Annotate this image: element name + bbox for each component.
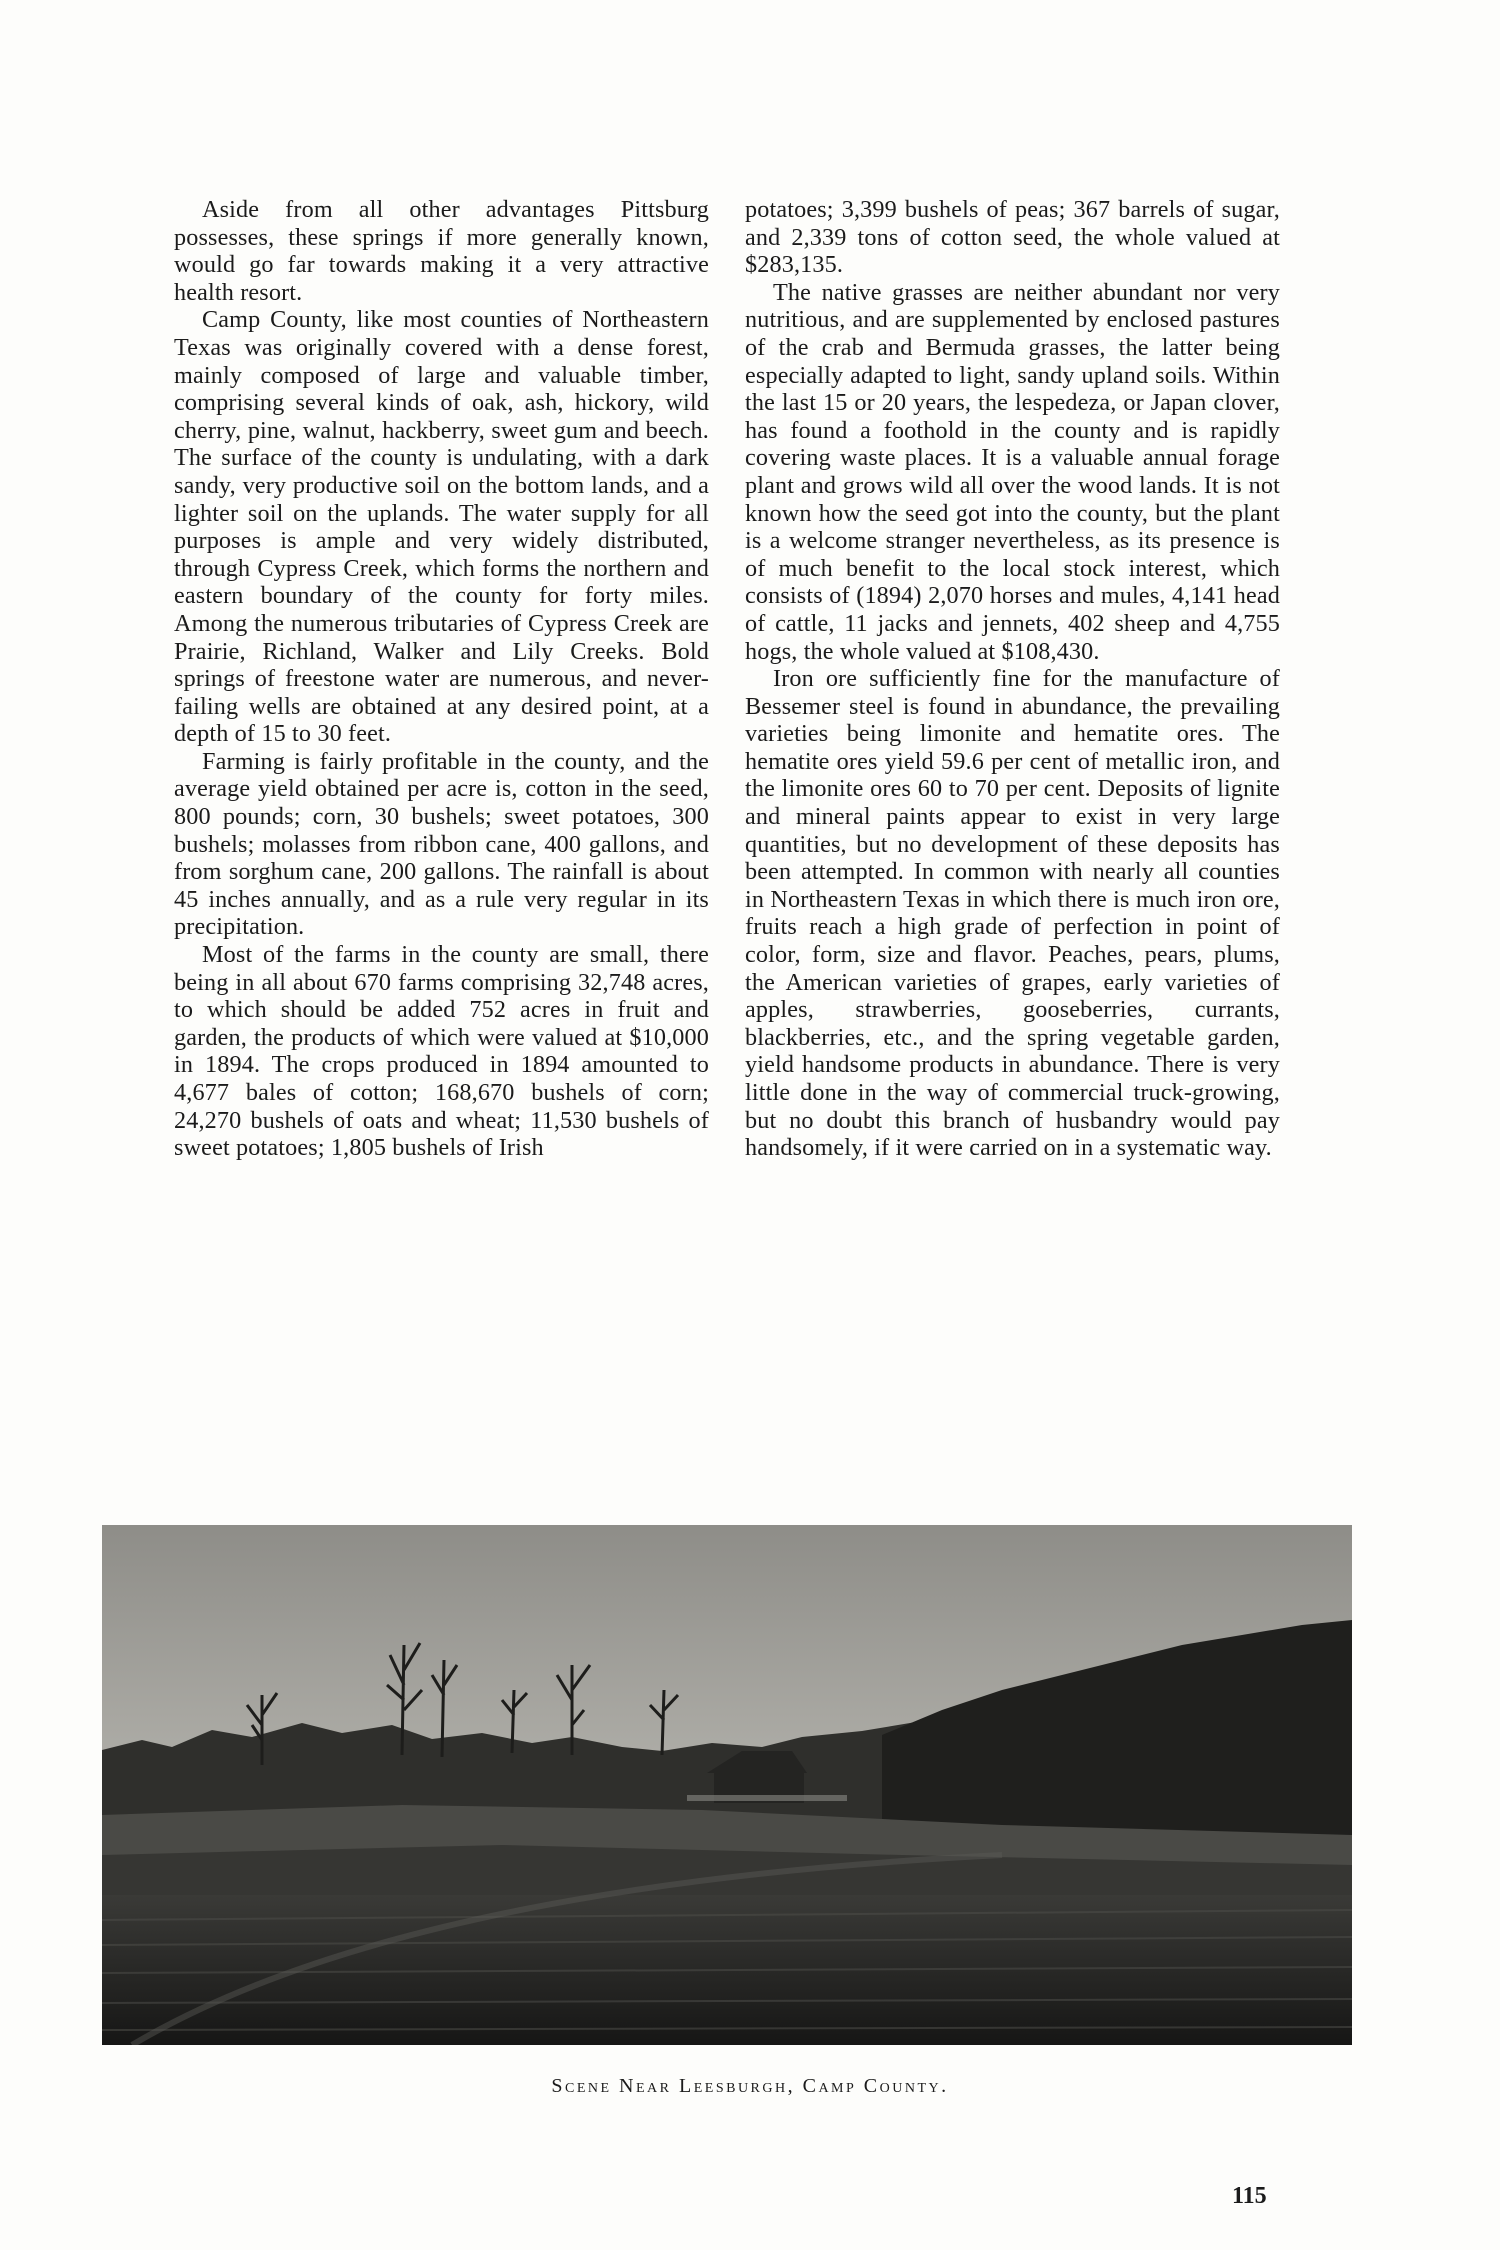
page-number: 115 [1232, 2183, 1267, 2209]
landscape-photograph [102, 1525, 1352, 2045]
paragraph-farming-yield: Farming is fairly profitable in the county, and the average yield obtained per acre is, cotton in the seed, 800 pounds; corn, 30 bushels; sweet potatoes, 300 bushels; molasses from ribbon cane, 400 gallons, and from sorghum cane, 200 gallons. The rainfall is about 45 inches annually, and as a rule very regular in its precipitation. [174, 747, 709, 941]
paragraph-crops-continued: potatoes; 3,399 bushels of peas; 367 barrels of sugar, and 2,339 tons of cotton seed, the whole valued at $283,135. [745, 196, 1280, 279]
paragraph-farms-and-crops: Most of the farms in the county are small, there being in all about 670 farms comprising 32,748 acres, to which should be added 752 acres in fruit and garden, the products of which were valued at $10,000 in 1894. The crops produced in 1894 amounted to 4,677 bales of cotton; 168,670 bushels of corn; 24,270 bushels of oats and wheat; 11,530 bushels of sweet potatoes; 1,805 bushels of Irish [174, 941, 709, 1162]
right-text-column [745, 196, 1280, 1162]
photo-caption: Scene Near Leesburgh, Camp County. [551, 2075, 949, 2097]
paragraph-grasses-and-livestock: The native grasses are neither abundant nor very nutritious, and are supplemented by enclosed pastures of the crab and Bermuda grasses, the latter being especially adapted to light, sandy upland soils. Within the last 15 or 20 years, the lespedeza, or Japan clover, has found a foothold in the county and is rapidly covering waste places. It is a valuable annual forage plant and grows wild all over the wood lands. It is not known how the seed got into the county, but the plant is a welcome stranger nevertheless, as its presence is of much benefit to the local stock interest, which consists of (1894) 2,070 horses and mules, 4,141 head of cattle, 11 jacks and jennets, 402 sheep and 4,755 hogs, the whole valued at $108,430. [745, 278, 1280, 665]
paragraph-health-resort: Aside from all other advantages Pittsburg possesses, these springs if more generally known, would go far towards making it a very attractive health resort. [174, 196, 709, 306]
paragraph-iron-ore-and-fruits: Iron ore sufficiently fine for the manufacture of Bessemer steel is found in abundance, the prevailing varieties being limonite and hematite ores. The hematite ores yield 59.6 per cent of metallic iron, and the limonite ores 60 to 70 per cent. Deposits of lignite and mineral paints appear to exist in very large quantities, but no development of these deposits has been attempted. In common with nearly all counties in Northeastern Texas in which there is much iron ore, fruits reach a high grade of perfection in point of color, form, size and flavor. Peaches, pears, plums, the American varieties of grapes, early varieties of apples, strawberries, gooseberries, currants, blackberries, etc., and the spring vegetable garden, yield handsome products in abundance. There is very little done in the way of commercial truck-growing, but no doubt this branch of husbandry would pay handsomely, if it were carried on in a systematic way. [745, 665, 1280, 1162]
left-text-column [174, 196, 709, 1162]
landscape-photo-illustration [102, 1525, 1352, 2045]
paragraph-forest-and-soil: Camp County, like most counties of Northeastern Texas was originally covered with a dense forest, mainly composed of large and valuable timber, comprising several kinds of oak, ash, hickory, wild cherry, pine, walnut, hackberry, sweet gum and beech. The surface of the county is undulating, with a dark sandy, very productive soil on the bottom lands, and a lighter soil on the uplands. The water supply for all purposes is ample and very widely distributed, through Cypress Creek, which forms the northern and eastern boundary of the county for forty miles. Among the numerous tributaries of Cypress Creek are Prairie, Richland, Walker and Lily Creeks. Bold springs of freestone water are numerous, and never-failing wells are obtained at any desired point, at a depth of 15 to 30 feet. [174, 306, 709, 748]
